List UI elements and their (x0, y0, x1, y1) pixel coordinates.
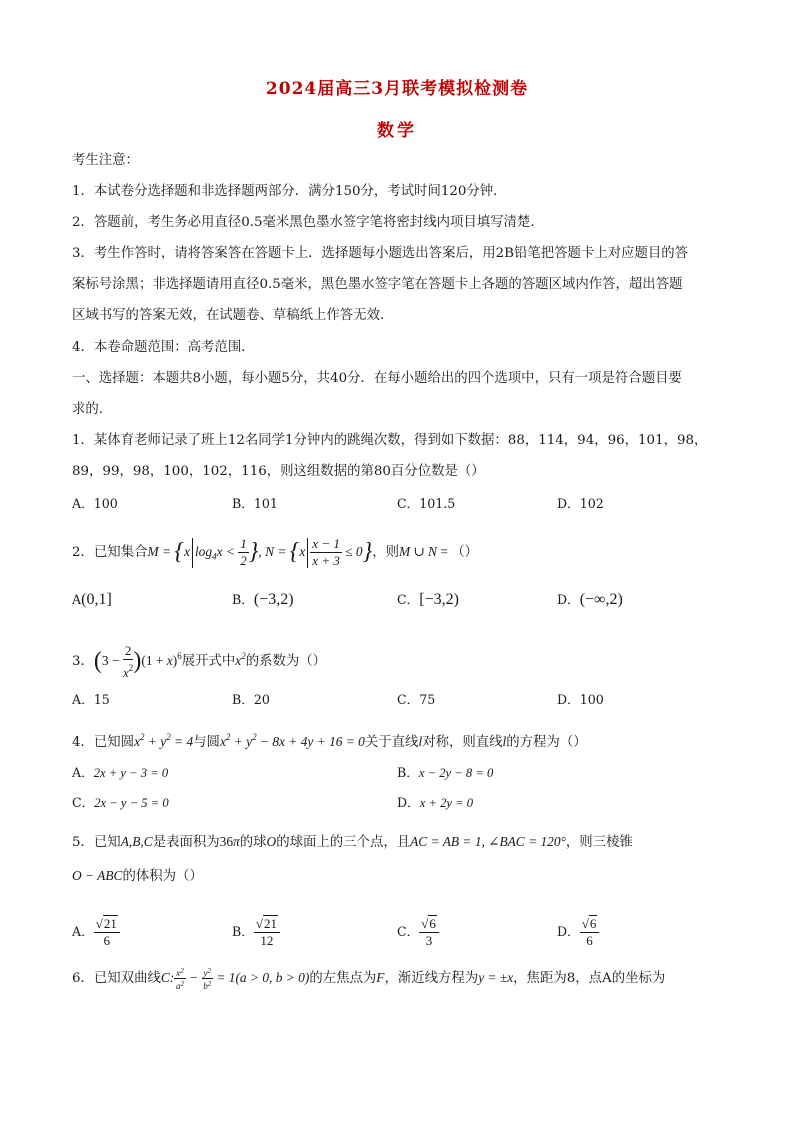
q6-stem: 6．已知双曲线C: $\frac{x^2}{a^2}$ − $\frac{y^2}{b^2}$ = 1(a > 0, b > 0)的左焦点为F，渐近线方程为y = ±x，焦距为8，点A的坐标为 (72, 967, 666, 992)
q5-condition: AC = AB = 1, ∠BAC = 120° (410, 834, 566, 849)
q5-option-b: B． $\frac{√21}{12}$ (232, 912, 280, 952)
q5-option-d: D． $\frac{√6}{6}$ (557, 912, 599, 952)
q2-prefix: 2．已知集合 (72, 545, 148, 560)
q3-option-c: C．75 (397, 692, 436, 707)
q5-pyramid: O − ABC (72, 868, 123, 883)
notice-heading: 考生注意： (72, 153, 139, 168)
exam-title: 2024届高三3月联考模拟检测卷 (265, 79, 529, 99)
subject-title: 数学 (377, 121, 417, 141)
section-heading: 一、选择题：本题共8小题，每小题5分，共40分．在每小题给出的四个选项中，只有一项是符合题目要 (72, 371, 682, 386)
q3-option-b: B．20 (232, 692, 270, 707)
q6-asymptote: y = ±x (478, 970, 514, 985)
notice-item-3-cont: 案标号涂黑；非选择题请用直径0.5毫米，黑色墨水签字笔在答题卡上各题的答题区域内作答，超出答题 (72, 277, 683, 292)
q2-tail: （） (451, 545, 479, 560)
q2-set-m-formula: M = {x $\log_4x$ < $\frac{1}{2}$ } (147, 536, 259, 569)
q5-stem-cont: O − ABC的体积为（） (72, 868, 203, 884)
q4-option-c: C．2x − y − 5 = 0 (72, 795, 169, 810)
q1-option-c: C．101.5 (397, 496, 456, 511)
q3-middle: 展开式中 (181, 654, 236, 669)
q3-suffix: 的系数为（） (245, 654, 327, 669)
q1-stem-cont: 89，99，98，100，102，116，则这组数据的第80百分位数是（） (72, 464, 485, 479)
notice-item-3-end: 区域书写的答案无效，在试题卷、草稿纸上作答无效． (72, 308, 394, 323)
notice-item-2: 2．答题前，考生务必用直径0.5毫米黑色墨水签字笔将密封线内项目填写清楚． (72, 215, 544, 230)
q4-circle-1: $x^2 + y^2 = 4$ (134, 732, 194, 749)
section-heading-cont: 求的． (72, 402, 113, 417)
q1-option-d: D．102 (557, 496, 604, 511)
q1-option-a: A．100 (72, 496, 118, 511)
q2-set-n-formula: N = {x $\frac{x - 1}{x + 3}$ ≤ 0} (265, 536, 373, 569)
q2-option-b: B．(−3,2) (232, 591, 294, 608)
notice-item-4: 4．本卷命题范围：高考范围． (72, 340, 255, 355)
notice-item-1: 1．本试卷分选择题和非选择题两部分．满分150分，考试时间120分钟． (72, 184, 507, 199)
q5-stem: 5．已知A,B,C是表面积为36π的球O的球面上的三个点，且AC = AB = 1, ∠BAC = 120°，则三棱锥 (72, 834, 633, 850)
q3-prefix: 3． (72, 654, 94, 669)
q4-option-a: A．2x + y − 3 = 0 (72, 765, 169, 780)
q4-option-b: B．x − 2y − 8 = 0 (397, 765, 494, 780)
q3-option-d: D．100 (557, 692, 604, 707)
q4-stem: 4．已知圆$x^2 + y^2 = 4$与圆$x^2 + y^2 - 8x + 4y + 16 = 0$关于直线l对称，则直线l的方程为（） (72, 732, 587, 750)
q3-option-a: A．15 (72, 692, 110, 707)
notice-item-3: 3．考生作答时，请将答案答在答题卡上．选择题每小题选出答案后，用2B铅笔把答题卡上对应题目的答 (72, 246, 689, 261)
q2-stem: 2．已知集合M = {x $\log_4x$ < $\frac{1}{2}$ }, N = {x $\frac{x - 1}{x + 3}$ ≤ 0}，则M ∪ N = （） (72, 536, 479, 569)
q2-union-formula: M ∪ N (398, 544, 437, 559)
q4-option-d: D．x + 2y = 0 (397, 795, 474, 810)
q6-hyperbola: C: $\frac{x^2}{a^2}$ − $\frac{y^2}{b^2}$ = 1(a > 0, b > 0) (160, 967, 310, 992)
q3-expression: (3 − $\frac{2}{x^2}$ )$(1 + x)^6$ (93, 642, 182, 680)
q2-option-a: A(0,1] (72, 591, 112, 608)
q5-area: 36π (219, 834, 240, 849)
q3-stem (72, 636, 326, 682)
q2-suffix: ，则 (372, 545, 399, 560)
q5-option-c: C． $\frac{√6}{3}$ (397, 912, 439, 952)
q1-stem: 1．某体育老师记录了班上12名同学1分钟内的跳绳次数，得到如下数据：88，114，94，96，101，98， (72, 433, 708, 448)
q3-term: $x^2$ (235, 651, 246, 668)
q1-option-b: B．101 (232, 496, 278, 511)
q2-option-d: D．(−∞,2) (557, 591, 623, 608)
q5-option-a: A． $\frac{√21}{6}$ (72, 912, 120, 952)
q4-circle-2: $x^2 + y^2 - 8x + 4y + 16 = 0$ (219, 732, 365, 749)
q2-option-c: C．[−3,2) (397, 591, 459, 608)
q5-points: A,B,C (120, 834, 153, 849)
